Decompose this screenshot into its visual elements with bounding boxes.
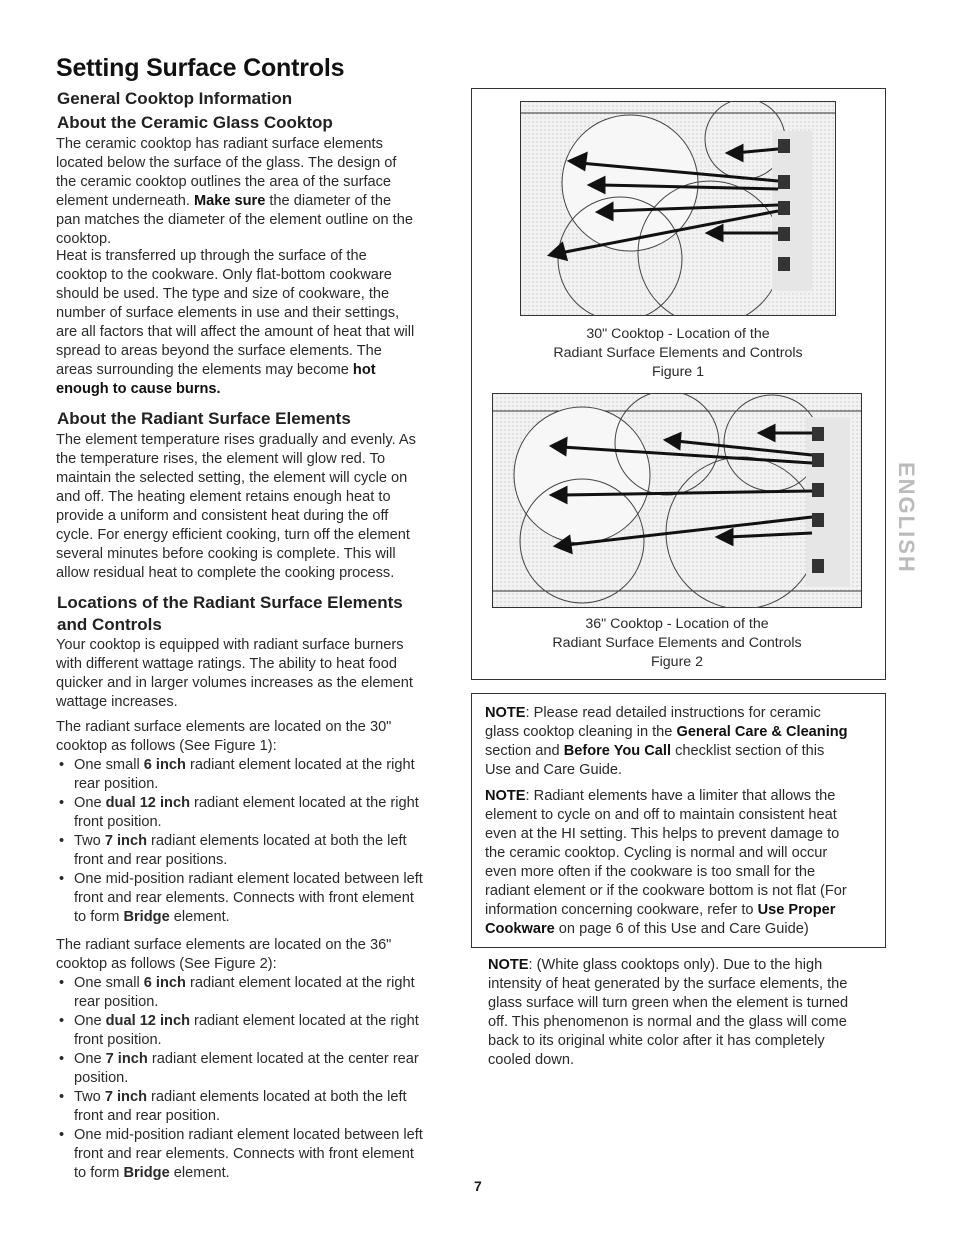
list-item	[56, 1050, 456, 1088]
note-label: NOTE	[488, 957, 529, 973]
text-line: wattage increases.	[56, 694, 178, 710]
text-span: One	[74, 1013, 106, 1029]
text-line: Use and Care Guide.	[485, 762, 623, 778]
text-line: glass surface will turn green when the element is turned	[488, 995, 849, 1011]
text-span: rear position.	[74, 994, 159, 1010]
list-item	[56, 794, 456, 832]
text-span: to form	[74, 1165, 124, 1181]
caption-line: Radiant Surface Elements and Controls	[553, 345, 803, 361]
heading-line: Locations of the Radiant Surface Elements	[57, 593, 403, 612]
text-span: section and	[485, 743, 564, 759]
note-label: NOTE	[485, 705, 526, 721]
text-line	[485, 920, 880, 939]
cooktop-30-list	[56, 756, 456, 927]
bold-text: dual 12 inch	[105, 795, 190, 811]
text-span: front position.	[74, 1032, 162, 1048]
text-span: radiant elements located at both the left	[147, 833, 407, 849]
cooktop-36-illustration	[492, 393, 862, 608]
figure-2-caption	[492, 615, 862, 672]
bold-text: Cookware	[485, 921, 555, 937]
bold-text: Bridge	[123, 1165, 170, 1181]
text-span: checklist section of this	[671, 743, 825, 759]
locations-intro	[56, 636, 456, 712]
bold-text: Use Proper	[757, 902, 836, 918]
text-span: radiant element located at the right	[189, 795, 419, 811]
list-item	[56, 1012, 456, 1050]
text-span: front and rear positions.	[74, 852, 228, 868]
list-item	[56, 974, 456, 1012]
ceramic-paragraph-1	[56, 135, 456, 249]
text-line	[488, 956, 883, 975]
text-line: several minutes before cooking is complete. This will	[56, 546, 396, 562]
text-span: radiant element located at the right	[185, 757, 415, 773]
text-span: : Radiant elements have a limiter that allows the	[525, 788, 836, 804]
text-line: back to its original white color after it has completely	[488, 1033, 825, 1049]
radiant-paragraph	[56, 431, 456, 583]
caption-line: Radiant Surface Elements and Controls	[552, 635, 802, 651]
text-line: and off. The heating element retains enough heat to	[56, 489, 391, 505]
text-line: intensity of heat generated by the surface elements, the	[488, 976, 848, 992]
caption-line: 36" Cooktop - Location of the	[585, 616, 769, 632]
text-line: cooled down.	[488, 1052, 575, 1068]
text-line: the ceramic cooktop. Cycling is normal and will occur	[485, 845, 828, 861]
text-span: front position.	[74, 814, 162, 830]
bold-text: Make sure	[193, 193, 266, 209]
text-line: maintain the selected setting, the element will cycle on	[56, 470, 408, 486]
text-line: are all factors that will affect the amount of heat that will	[56, 324, 415, 340]
text-span: position.	[74, 1070, 129, 1086]
text-line	[56, 361, 456, 380]
language-side-tab: ENGLISH	[894, 462, 919, 574]
text-line: even more often if the cookware is too small for the	[485, 864, 816, 880]
note-white-glass	[488, 956, 883, 1070]
text-span: element.	[169, 909, 230, 925]
text-line: element to cycle on and off to maintain consistent heat	[485, 807, 837, 823]
text-line	[485, 723, 880, 742]
text-line: with different wattage ratings. The ability to heat food	[56, 656, 398, 672]
bold-text: enough to cause burns.	[56, 381, 221, 397]
bold-text: Before You Call	[563, 743, 672, 759]
figure-1-caption	[520, 325, 836, 382]
bold-text: dual 12 inch	[105, 1013, 190, 1029]
text-line: The element temperature rises gradually and evenly. As	[56, 432, 416, 448]
text-line: spread to areas beyond the surface elements. The	[56, 343, 382, 359]
bold-text: 6 inch	[143, 975, 186, 991]
text-line: radiant element or if the cookware bottom is not flat (For	[485, 883, 847, 899]
cooktop-30-intro	[56, 718, 456, 756]
section-heading-general: General Cooktop Information	[57, 89, 293, 108]
bold-text: 6 inch	[143, 757, 186, 773]
section-heading-radiant: About the Radiant Surface Elements	[57, 409, 351, 428]
list-item	[56, 1126, 456, 1183]
bold-text: hot	[352, 362, 376, 378]
text-span: Two	[74, 833, 105, 849]
text-line: the ceramic cooktop outlines the area of the surface	[56, 174, 392, 190]
text-line: located below the surface of the glass. The design of	[56, 155, 397, 171]
text-line: Heat is transferred up through the surface of the	[56, 248, 367, 264]
text-span: rear position.	[74, 776, 159, 792]
text-span: One small	[74, 757, 144, 773]
section-heading-ceramic: About the Ceramic Glass Cooktop	[57, 113, 333, 132]
text-span: One	[74, 1051, 106, 1067]
text-line: cycle. For energy efficient cooking, turn off the element	[56, 527, 410, 543]
text-span: : Please read detailed instructions for ceramic	[525, 705, 821, 721]
cooktop-36-list	[56, 974, 456, 1183]
text-line: off. This phenomenon is normal and the glass will come	[488, 1014, 847, 1030]
note-limiter	[485, 787, 880, 939]
text-line: quicker and in larger volumes increases as the element	[56, 675, 413, 691]
page-number: 7	[474, 1178, 482, 1194]
text-line: should be used. The type and size of cookware, the	[56, 286, 390, 302]
text-span: the diameter of the	[265, 193, 392, 209]
text-span: front and rear elements. Connects with front element	[74, 1146, 414, 1162]
list-item	[56, 756, 456, 794]
bold-text: 7 inch	[105, 1051, 148, 1067]
text-line	[485, 787, 880, 806]
text-line: cooktop.	[56, 231, 112, 247]
text-span: radiant element located at the right	[189, 1013, 419, 1029]
cooktop-30-illustration	[520, 101, 836, 316]
text-span: One	[74, 795, 106, 811]
text-span: One small	[74, 975, 144, 991]
list-item	[56, 870, 456, 927]
text-line: the temperature rises, the element will glow red. To	[56, 451, 386, 467]
text-span: areas surrounding the elements may become	[56, 362, 353, 378]
section-heading-locations	[57, 592, 403, 636]
text-span: glass cooktop cleaning in the	[485, 724, 677, 740]
text-span: front and rear elements. Connects with front element	[74, 890, 414, 906]
note-cleaning	[485, 704, 880, 780]
text-line: provide a uniform and consistent heat during the off	[56, 508, 389, 524]
text-line: cooktop as follows (See Figure 1):	[56, 738, 277, 754]
text-line: The ceramic cooktop has radiant surface elements	[56, 136, 383, 152]
text-span: on page 6 of this Use and Care Guide)	[554, 921, 809, 937]
left-rear-element	[514, 407, 650, 543]
text-span: information concerning cookware, refer to	[485, 902, 758, 918]
text-line	[485, 901, 880, 920]
text-line: The radiant surface elements are located on the 36"	[56, 937, 392, 953]
list-item	[56, 832, 456, 870]
text-span: radiant element located at the center rear	[147, 1051, 419, 1067]
text-line: even at the HI setting. This helps to prevent damage to	[485, 826, 840, 842]
text-line: Your cooktop is equipped with radiant surface burners	[56, 637, 404, 653]
text-line	[56, 380, 456, 399]
note-label: NOTE	[485, 788, 526, 804]
text-span: : (White glass cooktops only). Due to the high	[528, 957, 823, 973]
heading-line: and Controls	[57, 615, 162, 634]
text-line	[56, 192, 456, 211]
text-line: cooktop as follows (See Figure 2):	[56, 956, 277, 972]
ceramic-paragraph-2	[56, 247, 456, 399]
text-span: One mid-position radiant element located between left	[74, 1127, 423, 1143]
text-span: element underneath.	[56, 193, 194, 209]
text-span: radiant element located at the right	[185, 975, 415, 991]
text-line: pan matches the diameter of the element outline on the	[56, 212, 413, 228]
text-span: element.	[169, 1165, 230, 1181]
text-line: cooktop to the cookware. Only flat-bottom cookware	[56, 267, 392, 283]
text-line	[485, 742, 880, 761]
caption-line: Figure 1	[651, 364, 705, 380]
cooktop-36-intro	[56, 936, 456, 974]
text-span: Two	[74, 1089, 105, 1105]
bold-text: General Care & Cleaning	[676, 724, 848, 740]
text-span: front and rear position.	[74, 1108, 221, 1124]
text-span: to form	[74, 909, 124, 925]
text-line: The radiant surface elements are located on the 30"	[56, 719, 392, 735]
page-title: Setting Surface Controls	[56, 54, 345, 82]
bold-text: 7 inch	[104, 833, 147, 849]
text-span: One mid-position radiant element located between left	[74, 871, 423, 887]
text-line: number of surface elements in use and their settings,	[56, 305, 400, 321]
text-line: allow residual heat to complete the cooking process.	[56, 565, 395, 581]
caption-line: Figure 2	[650, 654, 704, 670]
list-item	[56, 1088, 456, 1126]
text-line	[485, 704, 880, 723]
caption-line: 30" Cooktop - Location of the	[586, 326, 770, 342]
bold-text: Bridge	[123, 909, 170, 925]
bold-text: 7 inch	[104, 1089, 147, 1105]
text-span: radiant elements located at both the left	[147, 1089, 407, 1105]
